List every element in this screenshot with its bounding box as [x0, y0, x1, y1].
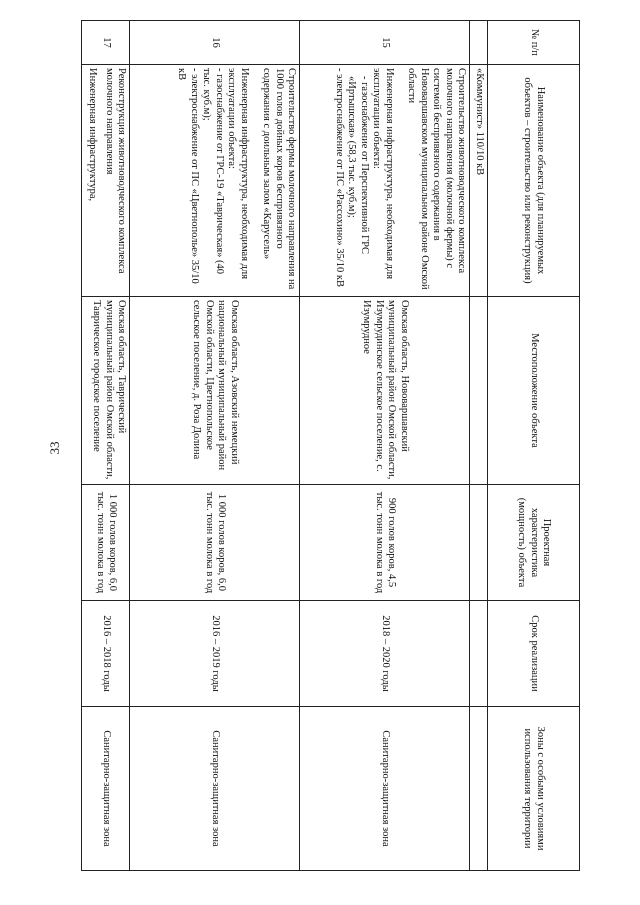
row-name: [130, 65, 300, 297]
table-row: [130, 21, 300, 871]
row-location: Омская область, Таврический муниципальный район Омской области, Таврическое городское поселение: [82, 297, 130, 485]
planned-objects-table: [82, 20, 581, 871]
row-location: [470, 297, 488, 485]
row-period: 2018 – 2020 годы: [300, 601, 470, 707]
row-zone: Санитарно-защитная зона: [130, 707, 300, 871]
header-zones: Зоны с особыми условиями использования территории: [488, 707, 580, 871]
row-name-main: Реконструкция животноводческого комплекса молочного направления: [104, 68, 128, 274]
row-name-line: - газоснабжение от Перспективной ГРС «Иртышская» (58,3 тыс. куб.м);: [346, 76, 370, 255]
table-row: [82, 21, 130, 871]
row-name-line: - электроснабжение от ПС «Рассохино» 35/10 кВ: [334, 68, 345, 287]
row-period: 2016 – 2019 годы: [130, 601, 300, 707]
row-location: Омская область, Азовский немецкий национальный муниципальный район Омской области, Цветнопольское сельское поселение, д. Роза Долина: [130, 297, 300, 485]
row-capacity: 900 голов коров, 4,5 тыс. тонн молока в год: [300, 485, 470, 601]
page-number: 33: [47, 441, 62, 455]
header-name: Наименование объекта (для планируемых объектов – строительство или реконструкция): [488, 65, 580, 297]
rotated-table-container: [70, 20, 580, 870]
row-name-main: Строительство животноводческого комплекса молочного направления (молочной фермы) с системой беспривязного содержания в Нововаршавском муниципальном районе Омской области: [406, 68, 468, 290]
row-location: Омская область, Нововаршавский муниципальный район Омской области, Изумрудинское сельское поселение, с. Изумрудное: [300, 297, 470, 485]
row-num: 17: [82, 21, 130, 65]
row-name-line: - электроснабжение от ПС «Цветнополье» 35/10 кВ: [176, 68, 200, 284]
row-num: [470, 21, 488, 65]
row-name: [470, 65, 488, 297]
row-num: 16: [130, 21, 300, 65]
row-capacity: 1 000 голов коров, 6,0 тыс. тонн молока в год: [82, 485, 130, 601]
row-period: [470, 601, 488, 707]
row-num: 15: [300, 21, 470, 65]
row-zone: Санитарно-защитная зона: [82, 707, 130, 871]
row-name: [300, 65, 470, 297]
row-name-line: Инженерная инфраструктура, необходимая для эксплуатации объекта:: [371, 68, 395, 280]
row-name-main: Строительство фермы молочного направления на 1000 голов дойных коров беспривязного содержания с доильным залом «Карусель»: [261, 68, 298, 290]
header-location: Местоположение объекта: [488, 297, 580, 485]
row-name-line: Инженерная инфраструктура,: [87, 68, 99, 202]
row-name-line: Инженерная инфраструктура, необходимая для эксплуатации объекта:: [226, 68, 250, 280]
header-period: Срок реализации: [488, 601, 580, 707]
row-name: [82, 65, 130, 297]
row-name-line: - газоснабжение от ГРС-19 «Таврическая» (40 тыс. куб.м);: [201, 68, 225, 275]
row-capacity: [470, 485, 488, 601]
table-row: [300, 21, 470, 871]
row-name-main: «Коммунист» 110/10 кВ: [474, 68, 485, 176]
header-num: № п/п: [488, 21, 580, 65]
row-zone: [470, 707, 488, 871]
table-header-row: [488, 21, 580, 871]
row-zone: Санитарно-защитная зона: [300, 707, 470, 871]
row-period: 2016 – 2018 годы: [82, 601, 130, 707]
row-capacity: 1 000 голов коров, 6,0 тыс. тонн молока в год: [130, 485, 300, 601]
header-capacity: Проектная характеристика (мощность) объекта: [488, 485, 580, 601]
table-row: [470, 21, 488, 871]
